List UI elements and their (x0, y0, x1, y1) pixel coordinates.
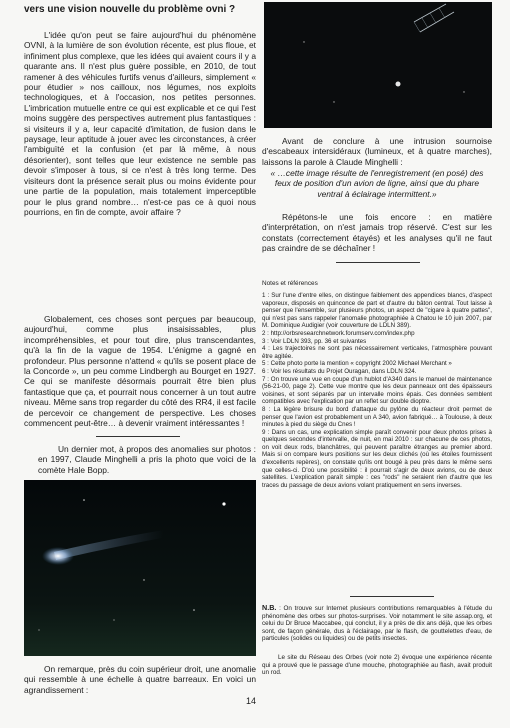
notes-list (262, 292, 492, 489)
paragraph: Avant de conclure à une intrusion sournoise d'escabeaux intersidéraux (lumineux, et à quatre marches), laissons la parole à Claude Minghelli : (262, 136, 492, 167)
page-number: 14 (246, 696, 257, 706)
note-item: 4 : Les trajectoires ne sont pas nécessairement verticales, l'atmosphère pouvant être agitée. (262, 345, 492, 360)
nb-text: : On trouve sur Internet plusieurs contributions remarquables à l'étude du phénomène des orbes sur photos-surprises. Voir notamment le site assap.org, et celui du Dr Bruce Maccabee, qui conclut, il y a près de dix ans déjà, que les orbes sont, de façon générale, dus à l'éclairage, par le flash, de gouttelettes d'eau, de particules (solides ou liquides) ou de petits insectes. (262, 605, 492, 643)
nb-note (262, 604, 492, 643)
note-item: 3 : Voir LDLN 393, pp. 36 et suivantes (262, 337, 367, 345)
note-item: 8 : La légère brisure du bord d'attaque du pylône du réacteur droit permet de penser que l'avion est probablement un A 340, avion fabriqué… à Toulouse, à deux minutes à pied du siège du Cnes ! (262, 405, 492, 429)
comet-hale-bopp-image (24, 480, 256, 656)
ladder-anomaly-image (264, 2, 492, 128)
paragraph: Un dernier mot, à propos des anomalies sur photos : en 1997, Claude Minghelli a pris la photo que voici de la comète Hale Bopp. (38, 444, 256, 475)
paragraph: Globalement, ces choses sont perçues par beaucoup, aujourd'hui, comme plus insaisissables, plus incompréhensibles, et pour tout dire, plus transcendantes, qu'à la fin de la vague de 1954. L'énigme a gagné en profondeur. Plus personne n'attend « qu'ils se posent place de la Concorde », un peu comme Lindbergh au Bourget en 1927. Ce qui se manifeste désormais pourrait être bien plus fantastique que ça, et pourrait nous concerner à un tout autre niveau. Même sans trop regarder du côté des RR4, il est facile de percevoir ce changement de perspective. Les choses commencent peut-être… à devenir vraiment intéressantes ! (24, 314, 256, 429)
divider (350, 596, 434, 597)
article-heading: vers une vision nouvelle du problème ovni ? (24, 4, 236, 15)
nb-note-2: Le site du Réseau des Orbes (voir note 2) évoque une expérience récente qui a prouvé que le passage d'une mouche, photographiée au flash, avait produit un rod. (262, 654, 492, 677)
comet-photo (24, 480, 256, 656)
note-item: 6 : Voir les résultats du Projet Ouragan, dans LDLN 324. (262, 367, 417, 375)
paragraph: Répétons-le une fois encore : en matière d'interprétation, on n'est jamais trop réservé. C'est sur les constats (correctement étayés) et les analyses qu'il ne faut pas craindre de se déchaîner ! (262, 212, 492, 254)
paragraph: On remarque, près du coin supérieur droit, une anomalie qui ressemble à une échelle à quatre barreaux. En voici un agrandissement : (24, 664, 256, 695)
notes-title: Notes et références (262, 280, 318, 287)
note-item: 7 : On trouve une vue en coupe d'un hublot d'A340 dans le manuel de maintenance (56-21-00, page 2). Cette vue montre que les deux panneaux ont des épaisseurs voisines, et sont séparés par un intervalle moins épais. Ces données semblent compatibles avec l'explication par un reflet sur double dioptre. (262, 375, 492, 406)
paragraph: L'idée qu'on peut se faire aujourd'hui du phénomène OVNI, à la lumière de son évolution récente, est plus floue, et infiniment plus complexe, que les idées qui avaient cours il y a quarante ans. Il n'est plus guère possible, en 2010, de tout ramener à des véhicules furtifs venus d'ailleurs, simplement « pour étudier » nos cailloux, nos légumes, nos exploits technologiques, et à l'occasion, nos petites personnes. L'imbrication mutuelle entre ce qui est explicable et ce qui l'est moins suggère des perspectives autrement plus fantastiques : si visiteurs il y a, leur capacité d'imitation, de fusion dans le paysage, leur aptitude à jouer avec les circonstances, à créer l'ambiguïté et la confusion (et par là même, à nous désorienter), sont telles que leur existence ne semble pas devoir s'imposer à tous, si ce n'est à très long terme. Des visiteurs dont la présence serait plus ou moins évidente pour une partie de la population, mais totalement imperceptible pour le plus grand nombre… n'est-ce pas ce à quoi nous pourrions, en fin de compte, avoir affaire ? (24, 30, 256, 217)
divider (336, 262, 420, 263)
quote: « …cette image résulte de l'enregistrement (en posé) des feux de position d'un avion de ligne, ainsi que du phare ventral à éclairage intermittent.» (270, 168, 484, 199)
note-item: 5 : Cette photo porte la mention « copyright 2002 Michael Merchant » (262, 360, 452, 368)
note-item: 1 : Sur l'une d'entre elles, on distingue faiblement des appendices blancs, d'aspect vaporeux, disposés en quinconce de part et d'autre du bâton central. Tout laisse à penser que l'ensemble, sur plusieurs photos, un aspect de "cigare à quatre pattes", qui n'est pas sans rappeler l'anomalie photographiée à Chatou le 10 juin 2007, par M. Dominique Audigier (voir couverture de LDLN 389). (262, 292, 492, 330)
note-item: 9 : Dans un cas, une explication simple paraît convenir pour deux photos prises à quelques secondes d'intervalle, de nuit, en mai 2010 : sur chacune de ces photos, on voit deux rods, blanchâtres, qui peuvent paraître étranges au premier abord. Mais si on compare leurs positions sur les deux clichés (où les étoiles fournissent d'excellents repères), on constate qu'ils ont bougé à peu près dans le même sens que celles-ci. D'où une possibilité : il pourrait s'agir de deux avions, ou de deux satellites. L'explication paraît simple : ces "rods" ne seraient rien d'autre que les traces du passage de deux avions volant pratiquement en sens inverses. (262, 428, 492, 489)
note-item: 2 : http://orbsresearchnetwork.forumserv.com/index.php (262, 329, 415, 337)
nb-label: N.B. (262, 603, 277, 612)
divider (96, 436, 180, 437)
ladder-anomaly-photo (264, 2, 492, 128)
